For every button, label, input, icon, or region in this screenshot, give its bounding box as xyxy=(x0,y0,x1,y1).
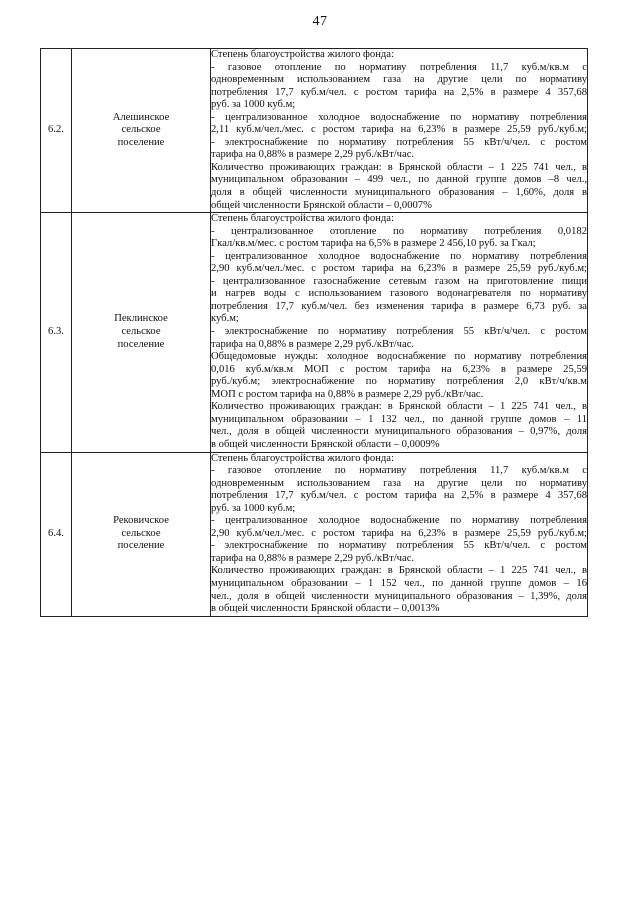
description-line: Гкал/кв.м/мес. с ростом тарифа на 6,5% в размере 2 456,10 руб. за Гкал; xyxy=(211,238,536,250)
row-number: 6.2. xyxy=(41,49,72,213)
description-line: МОП с ростом тарифа на 0,88% в размере 2,29 руб./кВт/час. xyxy=(211,388,484,400)
settlement-name xyxy=(72,49,211,213)
description-line: - газовое отопление по нормативу потребления 11,7 куб.м/кв.м с xyxy=(211,465,587,477)
description-line: чел., доля в общей численности муниципального образования – 0,97%, доля xyxy=(211,426,587,438)
description-line: - электроснабжение по нормативу потребления 55 кВт/ч/чел. с ростом xyxy=(211,540,587,552)
description-line: Степень благоустройства жилого фонда: xyxy=(211,49,394,60)
description-line: в общей численности Брянской области – 0,0013% xyxy=(211,603,440,615)
description-line: муниципальном образовании – 1 132 чел., по данной группе домов – 11 xyxy=(211,413,587,425)
description-line: 0,016 куб.м/кв.м МОП с ростом тарифа на 6,23% в размере 25,59 xyxy=(211,363,587,375)
settlement-name-line: Алешинское xyxy=(112,111,170,123)
settlement-name-line: сельское xyxy=(121,326,161,338)
settlement-name-line: сельское xyxy=(121,527,161,539)
tariff-table xyxy=(40,48,588,617)
description-line: потребления 17,7 куб.м/чел. с ростом тарифа на 2,5% в размере 4 357,68 xyxy=(211,490,587,502)
description-line: 2,90 куб.м/чел./мес. с ростом тарифа на 6,23% в размере 25,59 руб./куб.м; xyxy=(211,263,587,275)
table-row xyxy=(41,213,588,452)
description-line: Степень благоустройства жилого фонда: xyxy=(211,452,394,464)
settlement-name-line: поселение xyxy=(117,540,165,552)
description-line: потребления 17,7 куб.м/чел. с ростом тарифа на 2,5% в размере 4 357,68 xyxy=(211,86,587,98)
description-cell xyxy=(211,49,588,213)
settlement-name-line: Пеклинское xyxy=(114,313,168,325)
description-line: общей численности Брянской области – 0,0007% xyxy=(211,199,432,211)
description-line: муниципальном образовании – 499 чел., по данной группе домов –8 чел., xyxy=(211,174,587,186)
description-line: тарифа на 0,88% в размере 2,29 руб./кВт/час. xyxy=(211,149,415,161)
description-line: Степень благоустройства жилого фонда: xyxy=(211,213,394,225)
description-line: - централизованное газоснабжение сетевым газом на приготовление пищи xyxy=(211,275,587,287)
description-line: и нагрев воды с использованием газового водонагревателя по нормативу xyxy=(211,288,587,300)
description-line: Количество проживающих граждан: в Брянской области – 1 225 741 чел., в xyxy=(211,565,587,577)
description-line: - электроснабжение по нормативу потребления 55 кВт/ч/чел. с ростом xyxy=(211,136,587,148)
settlement-name-line: Рековичское xyxy=(113,515,169,527)
description-line: чел., доля в общей численности муниципального образования – 1,39%, доля xyxy=(211,590,587,602)
description-line: - централизованное холодное водоснабжение по нормативу потребления xyxy=(211,111,587,123)
row-number: 6.3. xyxy=(41,213,72,452)
description-line: тарифа на 0,88% в размере 2,29 руб./кВт/час. xyxy=(211,338,415,350)
description-line: потребления 17,7 куб.м/чел. без изменения тарифа в размере 6,73 руб. за xyxy=(211,300,587,312)
description-line: доля в общей численности муниципального образования – 1,60%, доля в xyxy=(211,187,587,199)
description-line: тарифа на 0,88% в размере 2,29 руб./кВт/час. xyxy=(211,552,415,564)
description-cell xyxy=(211,213,588,452)
settlement-name-line: поселение xyxy=(117,136,165,148)
description-line: - централизованное холодное водоснабжение по нормативу потребления xyxy=(211,250,587,262)
description-cell xyxy=(211,452,588,616)
description-line: Общедомовые нужды: холодное водоснабжение по нормативу потребления xyxy=(211,351,587,363)
description-line: - газовое отопление по нормативу потребления 11,7 куб.м/кв.м с xyxy=(211,61,587,73)
settlement-name-line: сельское xyxy=(121,124,161,136)
description-line: куб.м; xyxy=(211,313,239,325)
table-row xyxy=(41,49,588,213)
description-line: руб. за 1000 куб.м; xyxy=(211,502,296,514)
description-line: руб. за 1000 куб.м; xyxy=(211,99,296,111)
description-line: в общей численности Брянской области – 0,0009% xyxy=(211,438,440,450)
description-line: - электроснабжение по нормативу потребления 55 кВт/ч/чел. с ростом xyxy=(211,326,587,338)
description-line: одновременным использованием газа на другие цели по нормативу xyxy=(211,74,587,86)
page-number: 47 xyxy=(312,14,328,29)
description-line: Количество проживающих граждан: в Брянской области – 1 225 741 чел., в xyxy=(211,161,587,173)
settlement-name xyxy=(72,213,211,452)
description-line: Количество проживающих граждан: в Брянской области – 1 225 741 чел., в xyxy=(211,401,587,413)
description-line: одновременным использованием газа на другие цели по нормативу xyxy=(211,477,587,489)
description-line: 2,90 куб.м/чел./мес. с ростом тарифа на 6,23% в размере 25,59 руб./куб.м; xyxy=(211,527,587,539)
description-line: муниципальном образовании – 1 152 чел., по данной группе домов – 16 xyxy=(211,577,587,589)
settlement-name xyxy=(72,452,211,616)
table-row xyxy=(41,452,588,616)
settlement-name-line: поселение xyxy=(117,338,165,350)
description-line: - централизованное отопление по нормативу потребления 0,0182 xyxy=(211,225,587,237)
description-line: 2,11 куб.м/чел./мес. с ростом тарифа на 6,23% в размере 25,59 руб./куб.м; xyxy=(211,124,587,136)
description-line: руб./куб.м; электроснабжение по нормативу потребления 2,0 кВт/ч/кв.м xyxy=(211,376,587,388)
description-line: - централизованное холодное водоснабжение по нормативу потребления xyxy=(211,515,587,527)
row-number: 6.4. xyxy=(41,452,72,616)
